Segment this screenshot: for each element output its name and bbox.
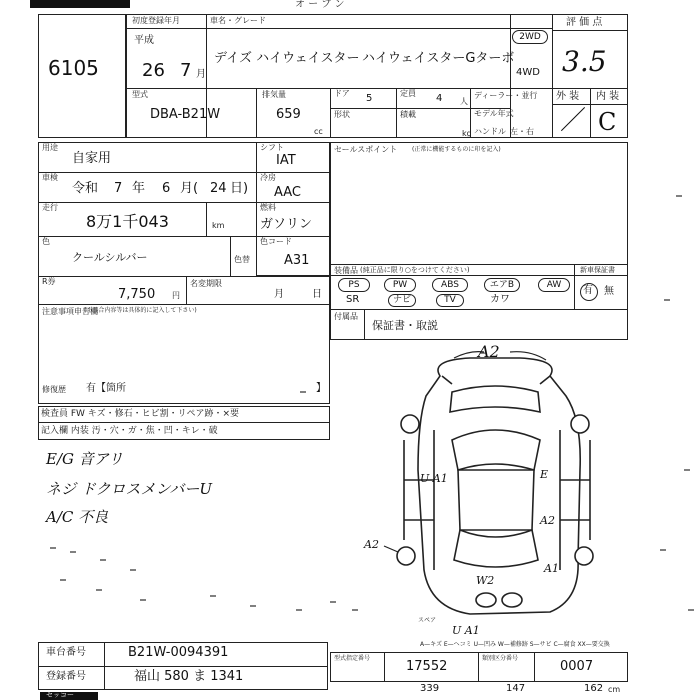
exterior-grade: ／ bbox=[560, 106, 587, 136]
doors-label: ドア bbox=[334, 89, 350, 98]
chassis-label: 車台番号 bbox=[46, 647, 86, 658]
handle-label: ハンドル bbox=[474, 127, 506, 136]
plate-value: 福山 580 ま 1341 bbox=[134, 669, 244, 684]
drive-4wd: 4WD bbox=[516, 67, 540, 78]
equip-abs: ABS bbox=[432, 278, 468, 292]
color-value: クールシルバー bbox=[72, 251, 148, 264]
diagram-mark-a1-right: A1 bbox=[544, 562, 559, 575]
usage-value: 自家用 bbox=[72, 151, 112, 166]
diagram-mark-a2-left: A2 bbox=[364, 538, 379, 551]
ac-value: AAC bbox=[274, 185, 301, 200]
seats-value: 4 bbox=[436, 93, 443, 104]
dimension-length: 339 bbox=[420, 683, 440, 694]
warranty-yes: 有 bbox=[583, 285, 593, 296]
shaken-era: 令和 bbox=[72, 181, 99, 196]
chassis-value: B21W-0094391 bbox=[128, 645, 229, 660]
bottom-tag-text: セッコー bbox=[46, 691, 74, 699]
seats-unit: 人 bbox=[460, 97, 468, 106]
name-change-label: 名変期限 bbox=[190, 279, 222, 288]
shaken-day: 24 bbox=[210, 181, 227, 196]
note-label: 注意事項申告欄 bbox=[42, 307, 98, 316]
sales-point-instruction: (正常に機能するものに印を記入) bbox=[412, 146, 501, 153]
color-code-label: 色コード bbox=[260, 237, 292, 246]
shaken-month-unit: 月( bbox=[180, 181, 199, 196]
header-partial-text: オ ー プ ン bbox=[295, 0, 345, 10]
documents-value: 保証書・取説 bbox=[372, 319, 438, 332]
mileage-value: 8万1千043 bbox=[86, 212, 169, 231]
shaken-month: 6 bbox=[162, 181, 171, 196]
load-label: 積載 bbox=[400, 110, 416, 119]
registration-month: 7 bbox=[180, 60, 192, 81]
drive-2wd-circled: 2WD bbox=[512, 30, 548, 44]
name-change-day: 日 bbox=[312, 289, 322, 300]
cm-unit: cm bbox=[608, 685, 621, 694]
equipment-label: 装備品 bbox=[334, 266, 358, 275]
equip-sr: SR bbox=[346, 294, 360, 305]
diagram-mark-ua1-left: U A1 bbox=[420, 472, 448, 485]
shaken-year-unit: 年 bbox=[132, 181, 146, 196]
name-label: 車名・グレード bbox=[210, 16, 266, 25]
interior-grade: C bbox=[598, 108, 617, 136]
model-value: DBA-B21W bbox=[150, 107, 221, 122]
month-unit: 月 bbox=[196, 69, 206, 80]
color-label: 色 bbox=[42, 237, 50, 246]
equipment-instruction: (純正品に限り○をつけてください) bbox=[360, 266, 470, 274]
yen-unit: 円 bbox=[172, 291, 180, 300]
sales-point-label: セールスポイント bbox=[334, 145, 398, 154]
era-label: 平成 bbox=[134, 35, 154, 46]
shaken-year: 7 bbox=[114, 181, 123, 196]
repair-value: 有【箇所 bbox=[86, 383, 126, 394]
handwritten-note-2: ネジ ドクロスメンバーU bbox=[46, 480, 213, 498]
documents-label: 付属品 bbox=[334, 312, 358, 321]
type-spec-value: 17552 bbox=[406, 659, 448, 674]
usage-label: 用途 bbox=[42, 143, 58, 152]
doors-value: 5 bbox=[366, 93, 373, 104]
diagram-mark-e-right: E bbox=[540, 468, 549, 481]
diagram-mark-ua1-bottom: U A1 bbox=[452, 624, 480, 637]
note-instruction: (不具合内容等は具体的に記入して下さい) bbox=[84, 307, 197, 314]
equip-ps: PS bbox=[338, 278, 370, 292]
km-unit: km bbox=[212, 221, 225, 230]
equip-navi: ナビ bbox=[388, 294, 416, 307]
cc-unit: cc bbox=[314, 127, 323, 136]
car-grade: ハイウェイスターGターボ bbox=[362, 51, 515, 66]
shaken-day-unit: 日) bbox=[230, 181, 249, 196]
score-label: 評 価 点 bbox=[566, 17, 603, 28]
category-value: 0007 bbox=[560, 659, 594, 674]
dimension-height: 162 bbox=[584, 683, 604, 694]
interior-label: 内 装 bbox=[596, 91, 620, 102]
handwritten-note-3: A/C 不良 bbox=[46, 508, 109, 526]
category-label: 類別区分番号 bbox=[482, 655, 519, 662]
equip-airbag: エアB bbox=[484, 278, 520, 292]
dealer-label: ディーラー・並行 bbox=[474, 91, 538, 100]
shift-label: シフト bbox=[260, 143, 284, 152]
recycle-value: 7,750 bbox=[118, 287, 156, 302]
model-year-label: モデル年式 bbox=[474, 109, 514, 118]
kg-unit: kg bbox=[462, 129, 472, 138]
type-spec-label: 型式指定番号 bbox=[334, 655, 371, 662]
mileage-label: 走行 bbox=[42, 203, 58, 212]
registration-year: 26 bbox=[142, 60, 165, 81]
dimension-width: 147 bbox=[506, 683, 526, 694]
car-name: デイズ ハイウェイスター bbox=[214, 51, 360, 66]
repair-label: 修復歴 bbox=[42, 385, 66, 394]
color-change-label: 色替 bbox=[234, 255, 250, 264]
displacement-value: 659 bbox=[276, 107, 301, 122]
handwritten-note-1: E/G 音アリ bbox=[46, 450, 124, 468]
score-value: 3.5 bbox=[562, 45, 607, 78]
ac-label: 冷房 bbox=[260, 173, 276, 182]
seats-label: 定員 bbox=[400, 89, 416, 98]
plate-label: 登録番号 bbox=[46, 671, 86, 682]
body-label: 形状 bbox=[334, 110, 350, 119]
diagram-mark-a2-right: A2 bbox=[540, 514, 555, 527]
damage-legend: A—キズ E—ヘコミ U—凹み W—補修跡 S—サビ C—腐食 XX—要交換 bbox=[420, 641, 610, 648]
warranty-label: 新車保証書 bbox=[580, 266, 615, 274]
equip-tv: TV bbox=[436, 294, 464, 307]
diagram-mark-w2-rear: W2 bbox=[476, 574, 495, 587]
shift-value: IAT bbox=[276, 153, 296, 168]
fuel-label: 燃料 bbox=[260, 203, 276, 212]
inspection-line-2: 記入欄 内装 汚・穴・ガ・焦・凹・キレ・破 bbox=[41, 426, 218, 436]
name-change-month: 月 bbox=[274, 289, 284, 300]
recycle-label: R券 bbox=[42, 277, 56, 286]
inspection-line-1: 検査員 FW キズ・修石・ヒビ割・リペア跡・×要 bbox=[41, 409, 239, 419]
spare-label: スペア bbox=[418, 617, 437, 624]
color-code-value: A31 bbox=[284, 253, 310, 268]
repair-close: 】 bbox=[316, 383, 326, 394]
equip-pw: PW bbox=[384, 278, 416, 292]
shaken-label: 車検 bbox=[42, 173, 58, 182]
model-label: 型式 bbox=[132, 90, 148, 99]
warranty-no: 無 bbox=[604, 286, 614, 297]
exterior-label: 外 装 bbox=[556, 91, 580, 102]
lot-number: 6105 bbox=[48, 56, 99, 80]
year-label: 初度登録年月 bbox=[132, 16, 180, 25]
diagram-mark-a2-top: A2 bbox=[478, 342, 500, 361]
equip-aw: AW bbox=[538, 278, 570, 292]
handle-value: 左・右 bbox=[510, 127, 534, 136]
equip-leather: カワ bbox=[490, 294, 510, 305]
displacement-label: 排気量 bbox=[262, 90, 286, 99]
fuel-value: ガソリン bbox=[260, 217, 313, 232]
